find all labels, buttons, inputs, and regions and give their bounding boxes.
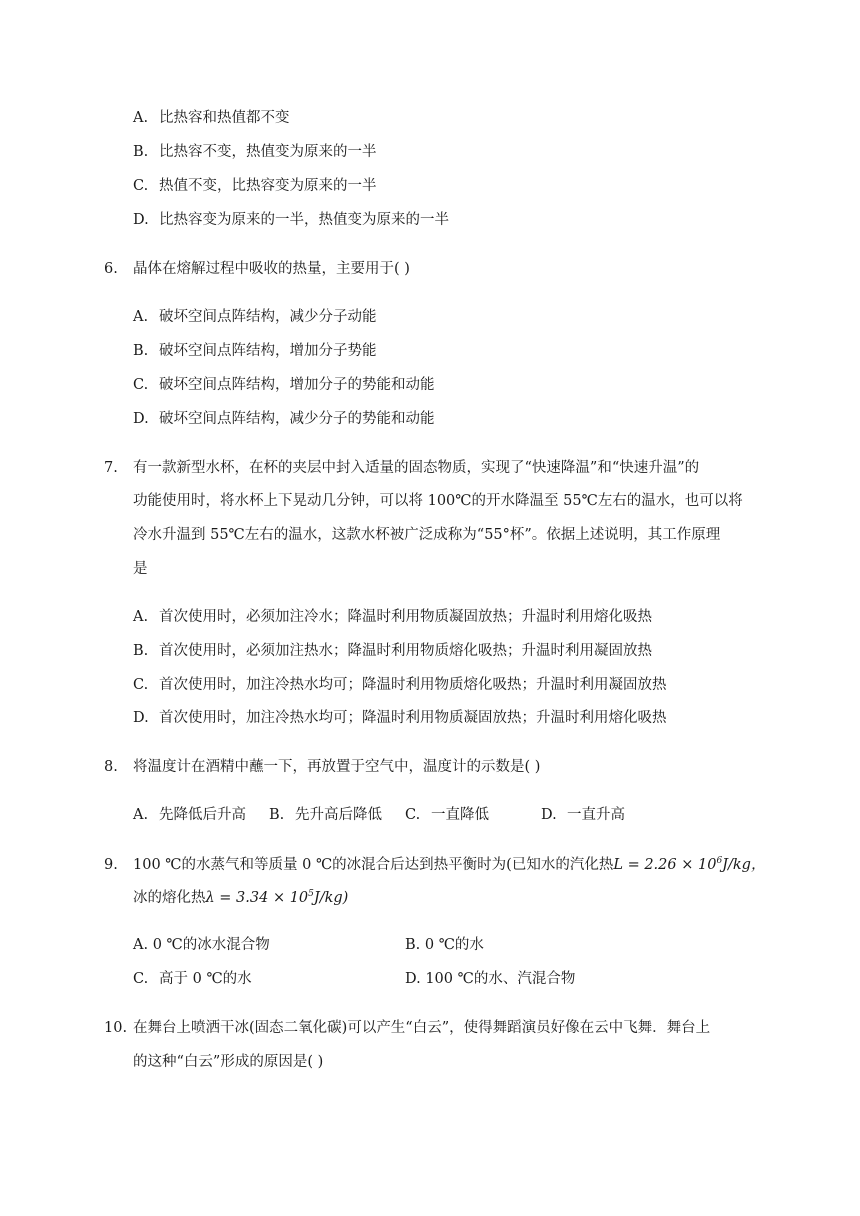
option-c: [133, 375, 435, 395]
option-text: 首次使用时，必须加注冷水；降温时利用物质凝固放热；升温时利用熔化吸热: [159, 609, 652, 625]
option-b: [405, 935, 484, 955]
question-stem-line: 是: [133, 561, 148, 577]
option-text: 比热容和热值都不变: [159, 110, 290, 126]
question-number: 9.: [104, 857, 118, 873]
option-b: [133, 641, 652, 661]
latent-heat-formula: [613, 857, 765, 873]
option-letter: C.: [133, 677, 149, 693]
option-letter: B.: [405, 937, 421, 953]
option-text: 一直升高: [567, 807, 625, 823]
option-letter: A.: [133, 609, 149, 625]
option-c: [405, 805, 489, 825]
question-number: 6.: [104, 261, 118, 277]
option-letter: A.: [133, 807, 149, 823]
option-text: 首次使用时，加注冷热水均可；降温时利用物质熔化吸热；升温时利用凝固放热: [159, 677, 667, 693]
option-letter: D.: [541, 807, 557, 823]
option-letter: D.: [133, 411, 149, 427]
formula-exponent: 6: [716, 856, 723, 866]
option-text: 100 ℃的水、汽混合物: [425, 971, 576, 987]
option-d: [133, 210, 449, 230]
option-text: 比热容变为原来的一半，热值变为原来的一半: [159, 212, 449, 228]
option-d: [541, 805, 625, 825]
option-text: 热值不变，比热容变为原来的一半: [159, 178, 377, 194]
question-stem-line: 有一款新型水杯，在杯的夹层中封入适量的固态物质，实现了“快速降温”和“快速升温”的: [133, 460, 700, 476]
option-letter: D.: [133, 710, 149, 726]
option-text: 一直降低: [431, 807, 489, 823]
question-stem-line: 的这种“白云”形成的原因是( ): [133, 1054, 324, 1070]
option-text: 破坏空间点阵结构，增加分子的势能和动能: [159, 377, 435, 393]
question-stem-line: 功能使用时，将水杯上下晃动几分钟，可以将 100℃的开水降温至 55℃左右的温水，也可以将: [133, 493, 743, 509]
question-stem: 晶体在熔解过程中吸收的热量，主要用于( ): [133, 261, 410, 277]
formula-unit: J/kg): [313, 890, 349, 906]
option-a: [133, 935, 270, 955]
question-number: 10.: [104, 1020, 128, 1036]
question-stem-line: 冷水升温到 55℃左右的温水，这款水杯被广泛成称为“55°杯”。依据上述说明，其工作原理: [133, 527, 721, 543]
question-number: 7.: [104, 460, 118, 476]
option-letter: C.: [133, 178, 149, 194]
option-text: 破坏空间点阵结构，减少分子动能: [159, 309, 377, 325]
option-text: 首次使用时，必须加注热水；降温时利用物质熔化吸热；升温时利用凝固放热: [159, 643, 652, 659]
option-letter: C.: [133, 971, 149, 987]
option-letter: A.: [133, 309, 149, 325]
stem-text: 冰的熔化热: [133, 890, 206, 906]
formula-exponent: 5: [308, 889, 314, 899]
stem-text: 100 ℃的水蒸气和等质量 0 ℃的冰混合后达到热平衡时为(已知水的汽化热: [133, 857, 614, 873]
option-a: [133, 805, 246, 825]
option-letter: A.: [133, 937, 149, 953]
option-a: [133, 607, 652, 627]
option-letter: B.: [133, 343, 149, 359]
option-text: 比热容不变，热值变为原来的一半: [159, 144, 377, 160]
option-text: 0 ℃的水: [424, 937, 484, 953]
question-number: 8.: [104, 759, 118, 775]
question-stem-line: [133, 855, 765, 875]
option-text: 高于 0 ℃的水: [159, 971, 252, 987]
question-stem-line: 在舞台上喷洒干冰(固态二氧化碳)可以产生“白云”，使得舞蹈演员好像在云中飞舞．舞台上: [133, 1020, 711, 1036]
option-letter: B.: [133, 144, 149, 160]
option-b: [133, 142, 377, 162]
option-d: [133, 409, 435, 429]
option-a: [133, 108, 290, 128]
option-d: [405, 969, 575, 989]
option-a: [133, 307, 377, 327]
option-letter: B.: [133, 643, 149, 659]
option-c: [133, 675, 667, 695]
option-letter: D.: [405, 971, 421, 987]
option-letter: D.: [133, 212, 149, 228]
formula-base: L = 2.26 × 10: [613, 857, 717, 873]
question-stem-line: [133, 888, 348, 908]
option-d: [133, 708, 667, 728]
option-b: [133, 341, 377, 361]
option-c: [133, 176, 377, 196]
fusion-heat-formula: [206, 890, 349, 906]
option-b: [269, 805, 382, 825]
option-text: 破坏空间点阵结构，增加分子势能: [159, 343, 377, 359]
option-letter: C.: [133, 377, 149, 393]
option-text: 0 ℃的冰水混合物: [152, 937, 270, 953]
formula-unit: J/kg，: [722, 857, 766, 873]
option-letter: B.: [269, 807, 285, 823]
option-letter: A.: [133, 110, 149, 126]
option-c: [133, 969, 252, 989]
question-stem: 将温度计在酒精中蘸一下，再放置于空气中，温度计的示数是( ): [133, 759, 541, 775]
option-text: 首次使用时，加注冷热水均可；降温时利用物质凝固放热；升温时利用熔化吸热: [159, 710, 667, 726]
option-text: 先升高后降低: [295, 807, 382, 823]
option-letter: C.: [405, 807, 421, 823]
formula-base: λ = 3.34 × 10: [205, 890, 309, 906]
option-text: 破坏空间点阵结构，减少分子的势能和动能: [159, 411, 435, 427]
option-text: 先降低后升高: [159, 807, 246, 823]
